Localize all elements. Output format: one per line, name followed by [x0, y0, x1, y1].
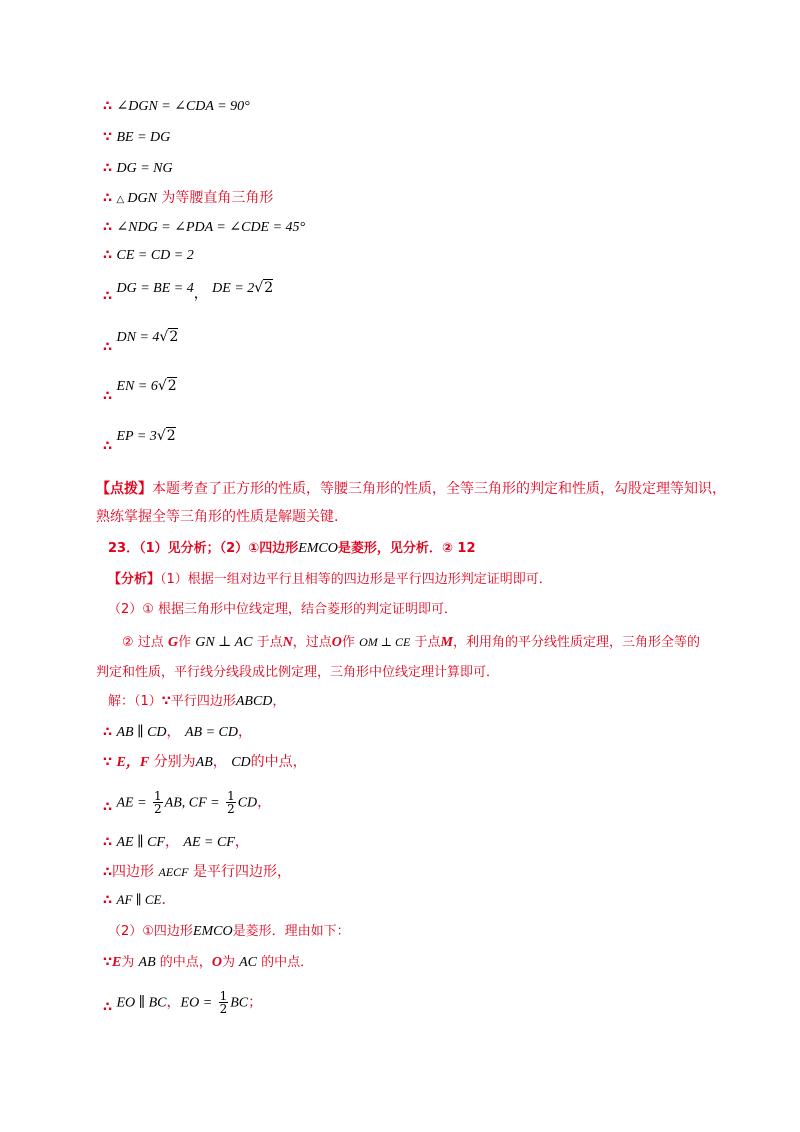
dianbo-text: 本题考查了正方形的性质，等腰三角形的性质，全等三角形的判定和性质，勾股定理等知识，	[152, 481, 726, 497]
point-label: M	[440, 635, 453, 650]
therefore-symbol: ∴	[103, 893, 113, 908]
math-expression: AE = CF	[183, 835, 235, 850]
math-expression: CD	[231, 755, 251, 770]
math-expression: AB, CF =	[164, 795, 220, 811]
math-expression: AC	[239, 955, 257, 970]
math-expression: EO =	[180, 995, 213, 1011]
therefore-symbol: ∴	[103, 248, 113, 263]
solution-text: 是平行四边形，	[192, 864, 291, 880]
math-expression: DG = NG	[116, 161, 173, 176]
fenxi-line-3	[122, 632, 700, 653]
proof-line-4	[103, 188, 273, 210]
solution-text: 为	[121, 955, 135, 970]
fraction-one-half: $\frac{1}{2}$	[227, 789, 235, 816]
fenxi-text: （2）① 根据三角形中位线定理，结合菱形的判定证明即可．	[108, 602, 458, 617]
proof-line-3	[103, 158, 173, 179]
sqrt-radicand: 2	[166, 428, 176, 444]
therefore-symbol: ∴	[103, 220, 113, 235]
fenxi-text: ，利用角的平分线性质定理，三角形全等的	[452, 635, 700, 650]
solution-text: 为	[221, 955, 235, 970]
fenxi-text: 于点	[256, 635, 283, 650]
math-expression: DE = 2	[212, 281, 255, 296]
math-expression: ∠NDG = ∠PDA = ∠CDE = 45°	[116, 220, 306, 235]
math-expression: AB ∥ CD	[116, 725, 167, 740]
comma: ，	[166, 994, 181, 1011]
because-symbol: ∵	[103, 755, 113, 770]
math-expression: EMCO	[192, 924, 233, 939]
fenxi-text: 判定和性质，平行线分线段成比例定理，三角形中位线定理计算即可．	[96, 665, 500, 680]
period: ．	[161, 892, 176, 908]
math-expression: DG = BE = 4	[116, 281, 194, 296]
proof-line-8: ∴ DN = 4√2	[103, 327, 178, 348]
semicolon: ；	[248, 994, 263, 1011]
math-expression: AB = CD	[184, 725, 238, 740]
solution-text: 解：（1）	[108, 694, 162, 709]
therefore-symbol: ∴	[103, 289, 113, 304]
proof-line-1	[103, 96, 250, 117]
proof-line-9: ∴ EN = 6√2	[103, 376, 177, 397]
therefore-symbol: ∴	[103, 340, 113, 355]
comma: ，	[234, 834, 249, 850]
fenxi-line-1	[108, 570, 552, 590]
point-label: O	[211, 955, 222, 970]
solution-text: 分别为	[153, 754, 196, 770]
fenxi-line-4	[96, 663, 499, 683]
math-expression: DN = 4	[116, 330, 160, 345]
math-expression: EMCO	[298, 541, 338, 556]
solution-text: 的中点，	[159, 955, 212, 970]
solution-text: 四边形	[112, 864, 155, 880]
dianbo-label: 【点拨】	[96, 481, 152, 497]
point-label: E	[112, 955, 122, 970]
solution-text: 是菱形．理由如下：	[232, 924, 350, 939]
point-label: N	[282, 635, 293, 650]
math-expression: BC	[230, 995, 249, 1011]
dianbo-line-2	[96, 507, 338, 527]
fenxi-text: 作	[341, 635, 355, 650]
proof-line-2	[103, 127, 170, 148]
comma: ，	[237, 724, 252, 740]
math-expression: ∠DGN = ∠CDA = 90°	[116, 99, 250, 114]
fenxi-text: ② 过点	[122, 635, 164, 650]
fenxi-line-2	[108, 600, 457, 620]
solution-line-7	[103, 890, 176, 911]
solution-line-9	[103, 953, 313, 973]
solution-text: （2）①四边形	[108, 924, 193, 939]
fenxi-text: ，过点	[292, 635, 332, 650]
solution-text: 的中点．	[261, 955, 314, 970]
proof-line-10: ∴ EP = 3√2	[103, 426, 176, 447]
solution-line-10	[103, 990, 262, 1015]
comma: ，	[166, 724, 181, 740]
proof-line-5	[103, 217, 305, 238]
fenxi-text: 于点	[414, 635, 441, 650]
sqrt-radicand: 2	[167, 378, 177, 394]
fenxi-label: 【分析】	[108, 572, 161, 587]
point-label: G	[167, 635, 179, 650]
solution-line-1	[108, 692, 285, 712]
therefore-symbol: ∴	[103, 191, 113, 206]
fenxi-text: （1）根据一组对边平行且相等的四边形是平行四边形判定证明即可．	[160, 572, 552, 587]
sqrt-radicand: 2	[264, 280, 274, 296]
proof-line-6	[103, 245, 194, 266]
because-symbol: ∵	[103, 130, 113, 145]
math-expression: EN = 6	[116, 379, 158, 394]
math-expression: OM ⊥ CE	[359, 635, 411, 649]
math-expression: AE =	[116, 795, 147, 811]
math-expression: CE = CD = 2	[116, 248, 194, 263]
math-expression: AB	[195, 755, 213, 770]
math-expression: BE = DG	[116, 130, 171, 145]
therefore-symbol: ∴	[103, 161, 113, 176]
comma: ，	[257, 794, 272, 811]
solution-text: 平行四边形	[170, 694, 236, 709]
fenxi-text: 作	[178, 635, 192, 650]
math-expression: AECF	[158, 865, 189, 879]
triangle-symbol: △	[116, 194, 128, 205]
comma: ，	[212, 754, 227, 770]
therefore-symbol: ∴	[103, 999, 113, 1015]
fraction-one-half: $\frac{1}{2}$	[219, 989, 228, 1016]
because-symbol: ∵	[161, 694, 171, 709]
math-expression: GN ⊥ AC	[195, 635, 253, 650]
math-expression: AF ∥ CE	[116, 892, 162, 907]
comma: ，	[164, 834, 179, 850]
solution-line-8	[108, 922, 350, 942]
math-expression: EO ∥ BC	[116, 995, 167, 1011]
solution-line-2	[103, 722, 252, 743]
math-expression: AB	[138, 955, 156, 970]
statement-text: 为等腰直角三角形	[156, 190, 274, 206]
point-label: E，F	[116, 755, 150, 770]
because-symbol: ∵	[103, 955, 113, 970]
therefore-symbol: ∴	[103, 799, 113, 815]
dianbo-line-1	[96, 479, 726, 499]
math-expression: ABCD	[235, 694, 273, 709]
math-expression: DGN	[127, 191, 157, 206]
point-label: O	[331, 635, 342, 650]
therefore-symbol: ∴	[103, 835, 113, 850]
therefore-symbol: ∴	[103, 725, 113, 740]
solution-line-4	[103, 790, 271, 815]
dianbo-text: 熟练掌握全等三角形的性质是解题关键.	[96, 509, 339, 525]
therefore-symbol: ∴	[103, 389, 113, 404]
solution-line-3	[103, 752, 307, 773]
therefore-symbol: ∴	[103, 865, 113, 880]
proof-line-7: ∴ DG = BE = 4， DE = 2√2	[103, 278, 273, 299]
solution-line-5	[103, 832, 249, 853]
math-expression: EP = 3	[116, 429, 157, 444]
therefore-symbol: ∴	[103, 99, 113, 114]
math-expression: CD	[237, 795, 258, 811]
fraction-one-half: $\frac{1}{2}$	[154, 789, 162, 816]
solution-text: ，	[272, 694, 286, 709]
sqrt-radicand: 2	[169, 329, 179, 345]
q23-heading-text: 23．（1）见分析；（2）①四边形	[108, 541, 299, 556]
comma: ，	[193, 286, 208, 302]
q23-heading-text: 是菱形，见分析．② 12	[337, 541, 476, 556]
solution-text: 的中点，	[250, 754, 307, 770]
therefore-symbol: ∴	[103, 439, 113, 454]
math-expression: AE ∥ CF	[116, 835, 165, 850]
solution-line-6	[103, 862, 291, 883]
q23-heading	[108, 539, 476, 559]
